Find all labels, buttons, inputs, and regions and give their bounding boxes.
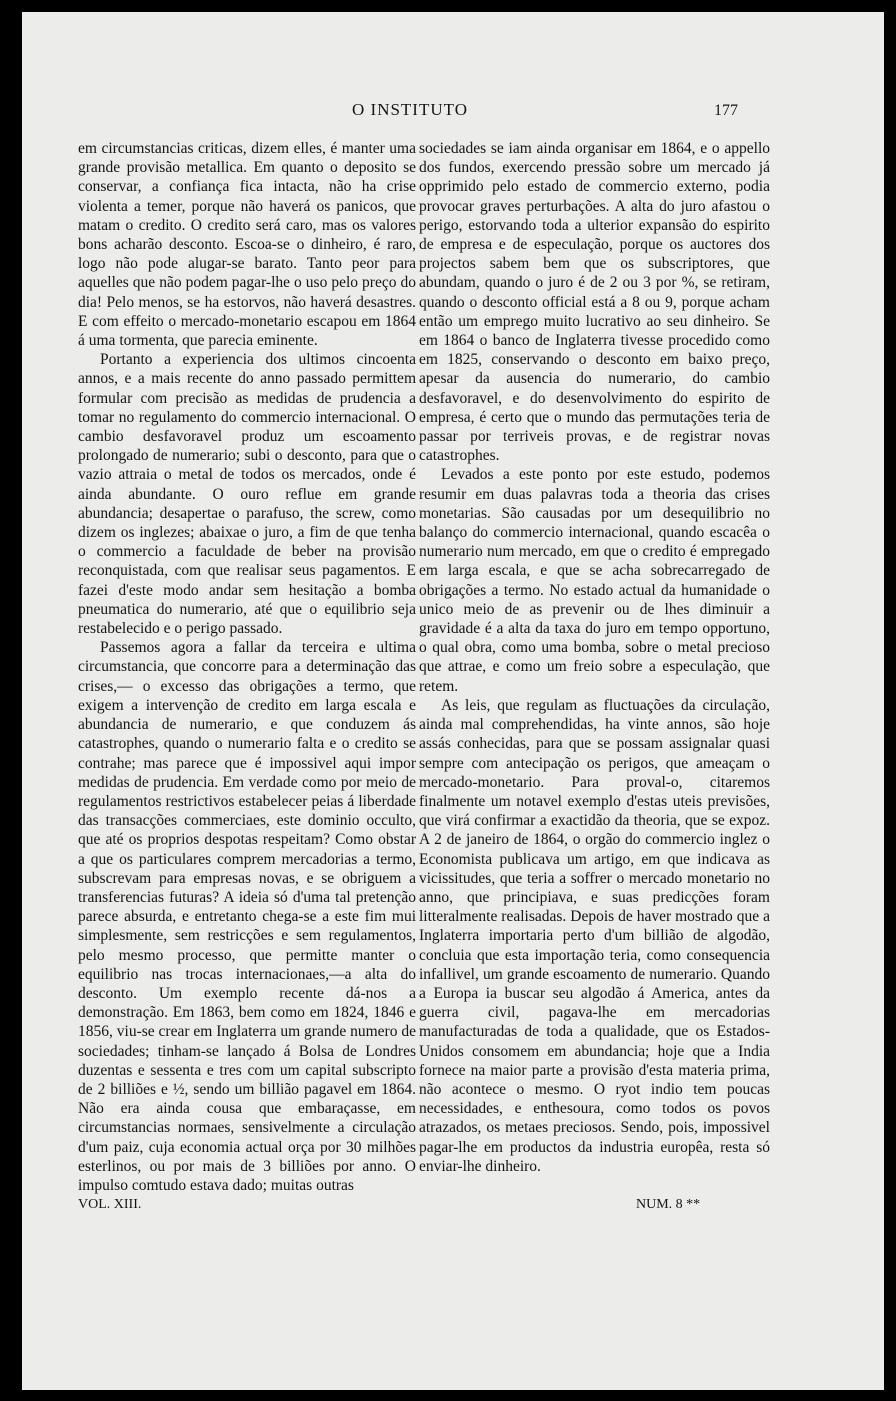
left-column — [78, 139, 416, 1195]
paragraph: em circumstancias criticas, dizem elles, é manter uma grande provisão metallica. Em quanto o deposito se conservar, a confiança fica intacta, não ha crise violenta a temer, porque não haverá os panicos, que matam o credito. O credito será caro, mas os valores bons acharão desconto. Escoa-se o dinheiro, é raro, logo não pode alugar-se barato. Tanto peor para aquelles que não podem pagar-lhe o uso pelo preço do dia! Pelo menos, se ha estorvos, não haverá desastres. E com effeito o mercado-monetario escapou em 1864 á uma tormenta, que parecia eminente. — [78, 140, 416, 350]
running-header — [22, 92, 884, 118]
page-number: 177 — [714, 102, 738, 119]
journal-title: O INSTITUTO — [352, 100, 468, 119]
paragraph: Levados a este ponto por este estudo, podemos resumir em duas palavras toda a theoria das crises monetarias. São causadas por um desequilibrio no balanço do commercio internacional, quando escacêa o numerario num mercado, em que o credito é empregado em larga escala, e que se acha sobrecarregado de obrigações a termo. No estado actual da humanidade o unico meio de as prevenir ou de lhes diminuir a gravidade é a alta da taxa do juro em tempo opportuno, o qual obra, como uma bomba, sobre o metal precioso que attrae, e como um freio sobre a especulação, que retem. — [419, 466, 770, 695]
paragraph: Portanto a experiencia dos ultimos cincoenta annos, e a mais recente do anno passado permittem formular com precisão as medidas de prudencia a tomar no regulamento do commercio internacional. O cambio desfavoravel produz um escoamento prolongado de numerario; subi o desconto, para que o vazio attraia o metal de todos os mercados, onde é ainda abundante. O ouro reflue em grande abundancia; desapertae o parafuso, the screw, como dizem os inglezes; abaixae o juro, a fim de que tenha o commercio a faculdade de beber na provisão reconquistada, com que realisar seus pagamentos. E fazei d'este modo andar sem hesitação a bomba pneumatica do numerario, até que o equilibrio seja restabelecido e o perigo passado. — [78, 351, 416, 638]
right-column — [419, 139, 770, 1176]
volume-label: VOL. XIII. — [78, 1197, 142, 1212]
paragraph: As leis, que regulam as fluctuações da circulação, ainda mal comprehendidas, ha vinte annos, são hoje assás conhecidas, para que se possam assignalar quasi sempre com antecipação os perigos, que ameaçam o mercado-monetario. Para proval-o, citaremos finalmente um notavel exemplo d'estas uteis previsões, que virá confirmar a exactidão da theoria, que se expoz. A 2 de janeiro de 1864, o orgão do commercio inglez o Economista publicava um artigo, em que indicava as vicissitudes, que teria a soffrer o mercado monetario no anno, que principiava, e suas predicções foram litteralmente realisadas. Depois de haver mostrado que a Inglaterra importaria perto d'um billião de algodão, concluia que esta importação teria, como consequencia infallivel, um grande escoamento de numerario. Quando a Europa ia buscar seu algodão á America, antes da guerra civil, pagava-lhe em mercadorias manufacturadas de toda a qualidade, que os Estados-Unidos consomem em abundancia; hoje que a India fornece na maior parte a provisão d'esta materia prima, não acontece o mesmo. O ryot indio tem poucas necessidades, e enthesoura, como todos os povos atrazados, os metaes preciosos. Sendo, pois, impossivel pagar-lhe em productos da industria europêa, resta só enviar-lhe dinheiro. — [419, 696, 770, 1175]
scanned-page — [22, 12, 884, 1390]
paragraph: sociedades se iam ainda organisar em 1864, e o appello dos fundos, exercendo pressão sobre um mercado já opprimido pelo estado de commercio externo, podia provocar graves perturbações. A alta do juro afastou o perigo, estorvando toda a ulterior expansão do espirito de empresa e de especulação, porque os auctores dos projectos sabem bem que os subscriptores, que abundam, quando o juro é de 2 ou 3 por %, se retiram, quando o desconto official está a 8 ou 9, porque acham então um emprego muito lucrativo ao seu dinheiro. Se em 1864 o banco de Inglaterra tivesse procedido como em 1825, conservando o desconto em baixo preço, apesar da ausencia do numerario, do cambio desfavoravel, e do desenvolvimento do espirito de empresa, é certo que o mundo das permutações teria de passar por terriveis provas, e de registrar novas catastrophes. — [419, 140, 770, 465]
paragraph: Passemos agora a fallar da terceira e ultima circumstancia, que concorre para a determinação das crises,— o excesso das obrigações a termo, que exigem a intervenção de credito em larga escala e abundancia de numerario, e que conduzem ás catastrophes, quando o numerario falta e o credito se contrahe; mas parece que é impossivel aqui impor medidas de prudencia. Em verdade como por meio de regulamentos restrictivos estabelecer peias á liberdade das transacções commerciaes, este dominio occulto, que até os proprios despotas respeitam? Como obstar a que os particulares comprem mercadorias a termo, subscrevam para empresas novas, e se obriguem a transferencias futuras? A ideia só d'uma tal pretenção parece absurda, e entretanto chega-se a este fim mui simplesmente, sem restricções e sem regulamentos, pelo mesmo processo, que permitte manter o equilibrio nas trocas internacionaes,—a alta do desconto. Um exemplo recente dá-nos a demonstração. Em 1863, bem como em 1824, 1846 e 1856, viu-se crear em Inglaterra um grande numero de sociedades; tinham-se lançado á Bolsa de Londres duzentas e sessenta e tres com um capital subscripto de 2 billiões e ½, sendo um billião pagavel em 1864. Não era ainda cousa que embaraçasse, em circumstancias normaes, sensivelmente a circulação d'um paiz, cuja economia actual orça por 30 milhões esterlinos, ou por mais de 3 billiões por anno. O impulso comtudo estava dado; muitas outras — [78, 639, 416, 1194]
issue-number: NUM. 8 ** — [636, 1197, 701, 1212]
